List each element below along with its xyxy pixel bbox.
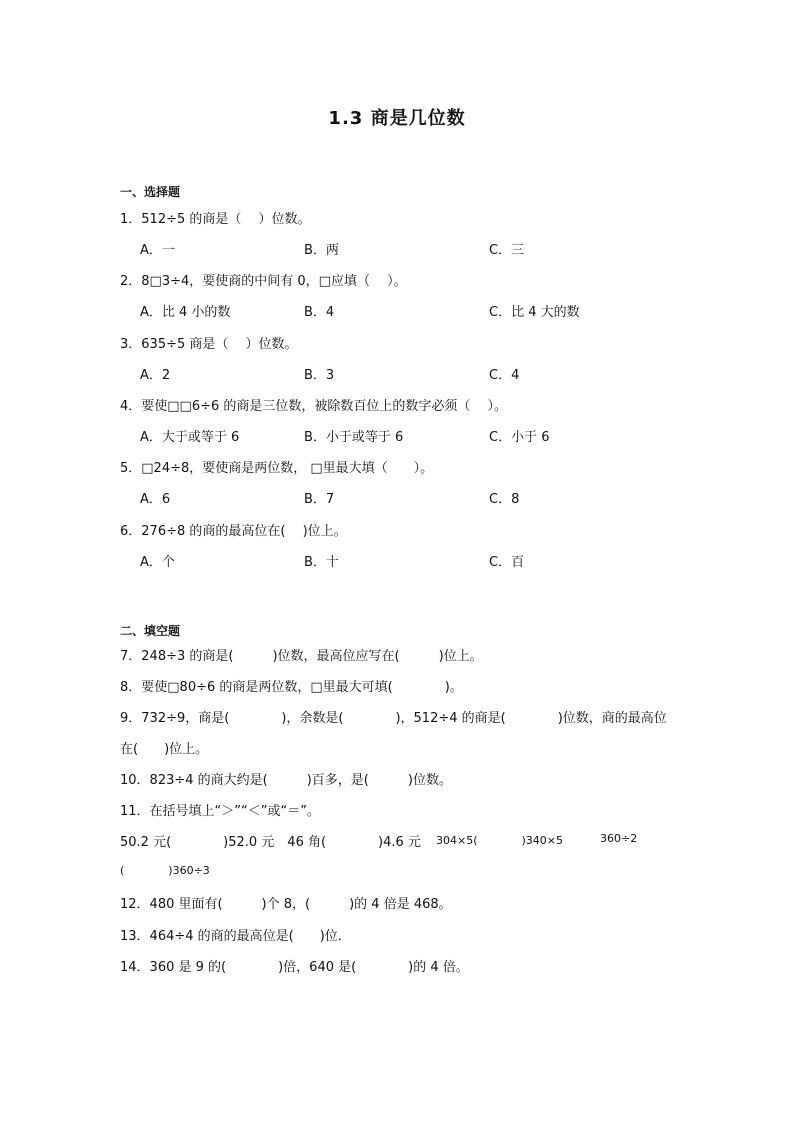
page-title: 1.3 商是几位数 (328, 108, 466, 129)
q5-option-a: A．6 (140, 492, 171, 507)
q1-option-b: B．两 (304, 243, 339, 258)
question-7: 7．248÷3 的商是( )位数，最高位应写在( )位上。 (120, 649, 483, 664)
q6-option-c: C．百 (489, 555, 525, 570)
question-8: 8．要使□80÷6 的商是两位数，□里最大可填( )。 (120, 680, 463, 695)
question-10: 10．823÷4 的商大约是( )百多，是( )位数。 (120, 773, 452, 788)
question-11: 11．在括号填上“＞”“＜”或“＝”。 (120, 804, 320, 819)
q1-option-c: C．三 (489, 243, 525, 258)
question-14: 14．360 是 9 的( )倍，640 是( )的 4 倍。 (120, 960, 469, 975)
question-9: 9．732÷9，商是( )，余数是( )，512÷4 的商是( )位数，商的最高位 (120, 711, 667, 726)
q1-option-a: A．一 (140, 243, 175, 258)
question-1: 1．512÷5 的商是（ ）位数。 (120, 212, 311, 227)
q2-option-c: C．比 4 大的数 (489, 305, 580, 320)
question-11-item-b: 304×5( )340×5 (436, 834, 564, 847)
question-3: 3．635÷5 商是（ ）位数。 (120, 337, 298, 352)
q2-option-b: B．4 (304, 305, 335, 320)
q4-option-a: A．大于或等于 6 (140, 430, 240, 445)
q3-option-a: A．2 (140, 368, 171, 383)
question-11-item-a: 50.2 元( )52.0 元 46 角( )4.6 元 (120, 835, 421, 850)
question-12: 12．480 里面有( )个 8，( )的 4 倍是 468。 (120, 897, 452, 912)
question-2: 2．8□3÷4，要使商的中间有 0，□应填（ ）。 (120, 274, 407, 289)
question-5: 5．□24÷8，要使商是两位数， □里最大填（ ）。 (120, 461, 434, 476)
q6-option-b: B．十 (304, 555, 339, 570)
question-6: 6．276÷8 的商的最高位在( )位上。 (120, 524, 347, 539)
q4-option-b: B．小于或等于 6 (304, 430, 404, 445)
q3-option-b: B．3 (304, 368, 335, 383)
q3-option-c: C．4 (489, 368, 520, 383)
q5-option-b: B．7 (304, 492, 335, 507)
question-11-item-c-right: ( )360÷3 (120, 864, 210, 877)
question-4: 4．要使□□6÷6 的商是三位数，被除数百位上的数字必须（ ）。 (120, 399, 508, 414)
q2-option-a: A．比 4 小的数 (140, 305, 231, 320)
question-13: 13．464÷4 的商的最高位是( )位． (120, 929, 351, 944)
q6-option-a: A．个 (140, 555, 175, 570)
section-heading-choice: 一、选择题 (120, 185, 181, 199)
section-heading-fill: 二、填空题 (120, 624, 181, 638)
q4-option-c: C．小于 6 (489, 430, 550, 445)
question-11-item-c-left: 360÷2 (600, 832, 638, 845)
question-9-cont: 在( )位上。 (120, 742, 209, 757)
q5-option-c: C．8 (489, 492, 520, 507)
